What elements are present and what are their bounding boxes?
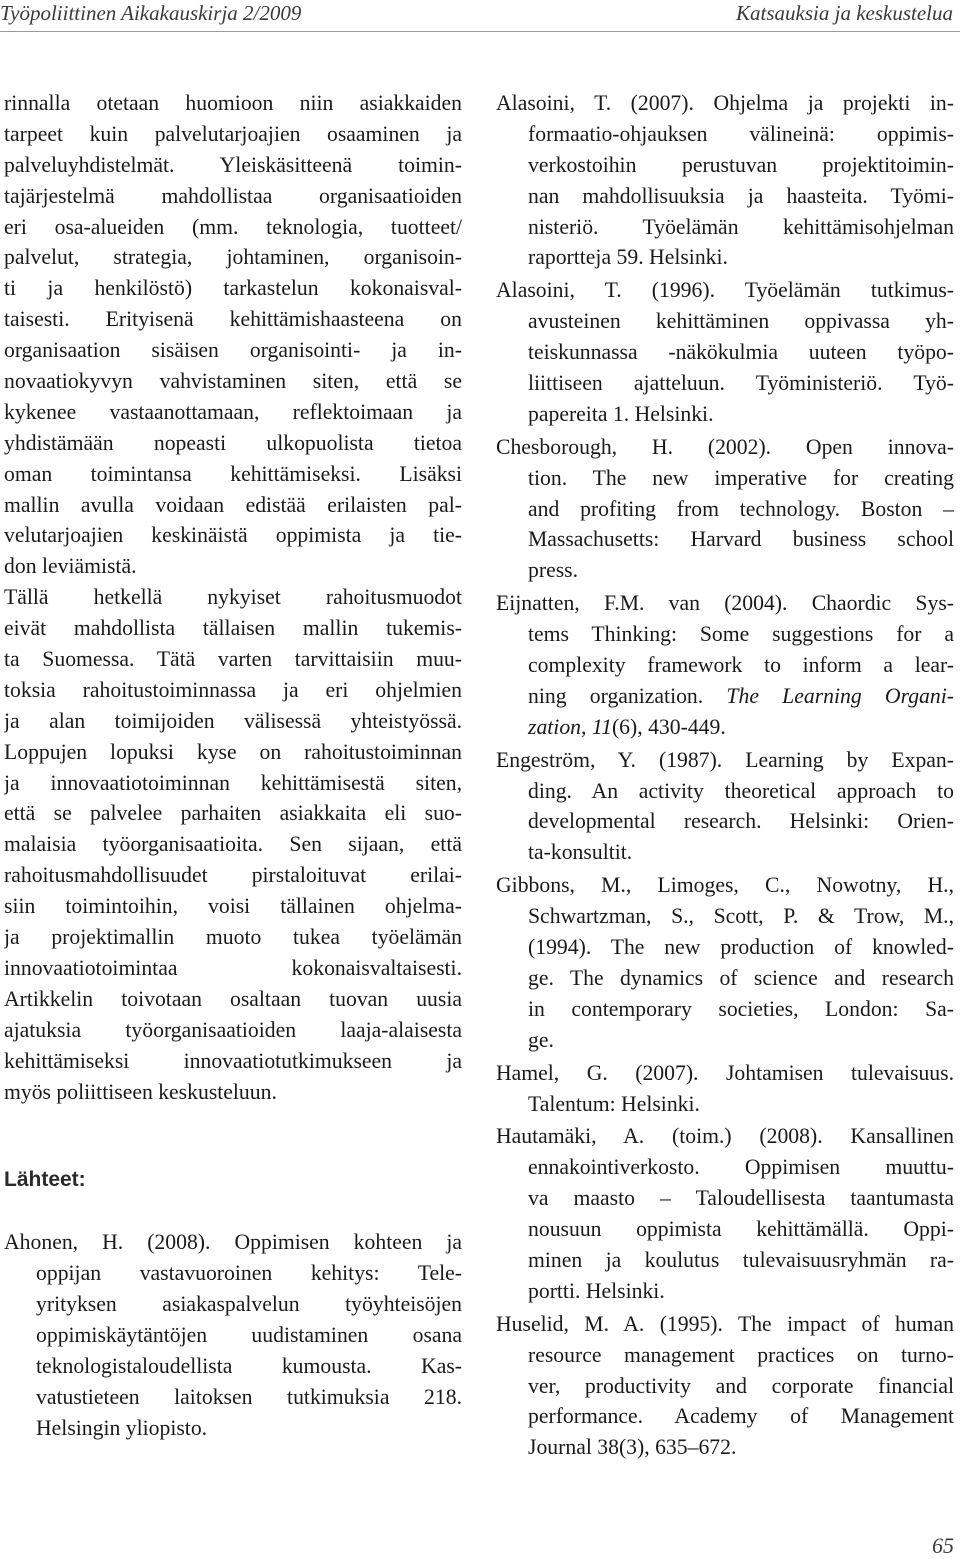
reference-line: developmental research. Helsinki: Orien- xyxy=(528,809,954,834)
reference-entry xyxy=(496,432,954,586)
reference-line xyxy=(496,681,954,712)
reference-line: Hamel, G. (2007). Johtamisen tulevaisuus. xyxy=(496,1060,954,1085)
reference-line: Engeström, Y. (1987). Learning by Expan- xyxy=(496,747,954,772)
reference-line: ver, productivity and corporate financial xyxy=(528,1373,954,1398)
reference-line: teknologistaloudellista kumousta. Kas- xyxy=(36,1353,462,1378)
text-line: palveluyhdistelmät. Yleiskäsitteenä toimin- xyxy=(4,152,462,177)
text-line: tajärjestelmä mahdollistaa organisaatioiden xyxy=(4,183,462,208)
journal-volume: zation, 11 xyxy=(528,714,612,739)
reference-entry xyxy=(496,870,954,1055)
reference-line: yrityksen asiakaspalvelun työyhteisöjen xyxy=(36,1292,462,1317)
reference-line: liittiseen ajatteluun. Työministeriö. Työ- xyxy=(528,371,954,396)
header-rule xyxy=(0,31,960,32)
reference-line: Schwartzman, S., Scott, P. & Trow, M., xyxy=(528,904,954,929)
reference-line: resource management practices on turno- xyxy=(528,1342,954,1367)
reference-entry xyxy=(496,275,954,429)
right-column xyxy=(496,88,954,1465)
text-line: kehittämiseksi innovaatiotutkimukseen ja xyxy=(4,1048,462,1073)
text-line: don leviämistä. xyxy=(4,554,137,579)
reference-entry xyxy=(496,745,954,869)
reference-line: ding. An activity theoretical approach to xyxy=(528,778,954,803)
reference-line: nisteriö. Työelämän kehittämisohjelman xyxy=(528,214,954,239)
text-line: kykenee vastaanottamaan, reflektoimaan ja xyxy=(4,399,462,424)
reference-line: va maasto – Taloudellisesta taantumasta xyxy=(528,1186,954,1211)
reference-line: Talentum: Helsinki. xyxy=(528,1091,700,1116)
reference-line: Gibbons, M., Limoges, C., Nowotny, H., xyxy=(496,873,954,898)
reference-line: Alasoini, T. (1996). Työelämän tutkimus- xyxy=(496,278,954,303)
text-line: palvelut, strategia, johtaminen, organisoin- xyxy=(4,245,462,270)
text-line: ta Suomessa. Tätä varten tarvittaisiin muu- xyxy=(4,647,462,672)
text-line: myös poliittiseen keskusteluun. xyxy=(4,1079,277,1104)
text-line: ja innovaatiotoiminnan kehittämisestä siten, xyxy=(4,770,462,795)
reference-line: Hautamäki, A. (toim.) (2008). Kansallinen xyxy=(496,1124,954,1149)
reference-line: portti. Helsinki. xyxy=(528,1278,665,1303)
reference-line: ge. xyxy=(528,1027,554,1052)
text-line: velutarjoajien keskinäistä oppimista ja tie- xyxy=(4,523,462,548)
text-line: ja alan toimijoiden välisessä yhteistyössä. xyxy=(4,708,462,733)
reference-line: Alasoini, T. (2007). Ohjelma ja projekti in- xyxy=(496,91,954,115)
text-line: että se palvelee parhaiten asiakkaita eli suo- xyxy=(4,801,462,826)
text-line: rinnalla otetaan huomioon niin asiakkaiden xyxy=(4,91,462,115)
reference-line: oppimiskäytäntöjen uudistaminen osana xyxy=(36,1323,462,1348)
reference-line: formaatio-ohjauksen välineinä: oppimis- xyxy=(528,121,954,146)
text-line: Artikkelin toivotaan osaltaan tuovan uusia xyxy=(4,986,462,1011)
reference-line: tems Thinking: Some suggestions for a xyxy=(528,622,954,647)
body-paragraph xyxy=(4,582,462,1107)
reference-line: raportteja 59. Helsinki. xyxy=(528,245,728,270)
reference-entry xyxy=(4,1227,462,1443)
body-paragraph xyxy=(4,88,462,582)
reference-line: press. xyxy=(528,558,578,583)
text-line: Loppujen lopuksi kyse on rahoitustoiminnan xyxy=(4,739,462,764)
reference-entry xyxy=(496,588,954,742)
reference-line: complexity framework to inform a lear- xyxy=(528,653,954,678)
reference-line: nousuun oppimista kehittämällä. Oppi- xyxy=(528,1217,954,1242)
reference-entry xyxy=(496,1121,954,1306)
text-line: ti ja henkilöstö) tarkastelun kokonaisval- xyxy=(4,276,462,301)
reference-line: Helsingin yliopisto. xyxy=(36,1415,208,1440)
reference-line: Huselid, M. A. (1995). The impact of human xyxy=(496,1311,954,1336)
reference-line: papereita 1. Helsinki. xyxy=(528,401,714,426)
journal-name: The Learning Organi- xyxy=(726,683,954,708)
reference-text: ning organization. xyxy=(528,683,727,708)
reference-entry xyxy=(496,1309,954,1463)
text-line: mallin avulla voidaan edistää erilaisten pal- xyxy=(4,492,462,517)
text-line: organisaation sisäisen organisointi- ja in- xyxy=(4,338,462,363)
text-line: tarpeet kuin palvelutarjoajien osaaminen ja xyxy=(4,121,462,146)
reference-line: teiskunnassa -näkökulmia uuteen työpo- xyxy=(528,340,954,365)
reference-line: ta-konsultit. xyxy=(528,840,633,865)
reference-entry xyxy=(496,88,954,273)
section-title: Katsauksia ja keskustelua xyxy=(736,1,953,25)
text-line: toksia rahoitustoiminnassa ja eri ohjelmien xyxy=(4,677,462,702)
text-line: yhdistämään nopeasti ulkopuolista tietoa xyxy=(4,430,462,455)
reference-line: ennakointiverkosto. Oppimisen muuttu- xyxy=(528,1155,954,1180)
reference-line: in contemporary societies, London: Sa- xyxy=(528,996,954,1021)
page-number: 65 xyxy=(932,1533,954,1558)
text-line: novaatiokyvyn vahvistaminen siten, että se xyxy=(4,369,462,394)
text-line: ja projektimallin muoto tukea työelämän xyxy=(4,925,462,950)
text-line: siin toimintoihin, voisi tällainen ohjelma- xyxy=(4,894,462,919)
text-line: malaisia työorganisaatioita. Sen sijaan, että xyxy=(4,832,462,857)
reference-line: Chesborough, H. (2002). Open innova- xyxy=(496,434,954,459)
reference-text: (6), 430-449. xyxy=(611,714,726,739)
reference-line: vatustieteen laitoksen tutkimuksia 218. xyxy=(36,1384,462,1409)
reference-line: verkostoihin perustuvan projektitoimin- xyxy=(528,152,954,177)
reference-line: Journal 38(3), 635–672. xyxy=(528,1435,737,1460)
reference-line: avusteinen kehittäminen oppivassa yh- xyxy=(528,309,954,334)
reference-line: (1994). The new production of knowled- xyxy=(528,935,954,960)
text-line: taisesti. Erityisenä kehittämishaasteena on xyxy=(4,307,462,332)
reference-entry xyxy=(496,1058,954,1120)
reference-line: minen ja koulutus tulevaisuusryhmän ra- xyxy=(528,1247,954,1272)
text-line: Tällä hetkellä nykyiset rahoitusmuodot xyxy=(4,585,462,610)
text-line: oman toimintansa kehittämiseksi. Lisäksi xyxy=(4,461,462,486)
reference-line: Massachusetts: Harvard business school xyxy=(528,527,954,552)
reference-line: tion. The new imperative for creating xyxy=(528,465,954,490)
reference-line: Eijnatten, F.M. van (2004). Chaordic Sys- xyxy=(496,591,954,616)
reference-line: Ahonen, H. (2008). Oppimisen kohteen ja xyxy=(4,1230,462,1255)
reference-line: performance. Academy of Management xyxy=(528,1404,954,1429)
text-line: innovaatiotoimintaa kokonaisvaltaisesti. xyxy=(4,955,462,980)
reference-line xyxy=(496,712,954,743)
reference-line: oppijan vastavuoroinen kehitys: Tele- xyxy=(36,1261,462,1286)
text-line: ajatuksia työorganisaatioiden laaja-alaisesta xyxy=(4,1017,462,1042)
references-heading: Lähteet: xyxy=(4,1168,86,1192)
journal-title: Työpoliittinen Aikakauskirja 2/2009 xyxy=(0,1,302,25)
running-header xyxy=(0,0,960,30)
reference-line: nan mahdollisuuksia ja haasteita. Työmi- xyxy=(528,183,954,208)
text-line: eivät mahdollista tällaisen mallin tukemis- xyxy=(4,616,462,641)
left-column xyxy=(4,88,462,1446)
reference-line: and profiting from technology. Boston – xyxy=(528,496,954,521)
text-line: rahoitusmahdollisuudet pirstaloituvat erilai- xyxy=(4,863,462,888)
reference-line: ge. The dynamics of science and research xyxy=(528,965,954,990)
text-line: eri osa-alueiden (mm. teknologia, tuotteet/ xyxy=(4,214,462,239)
